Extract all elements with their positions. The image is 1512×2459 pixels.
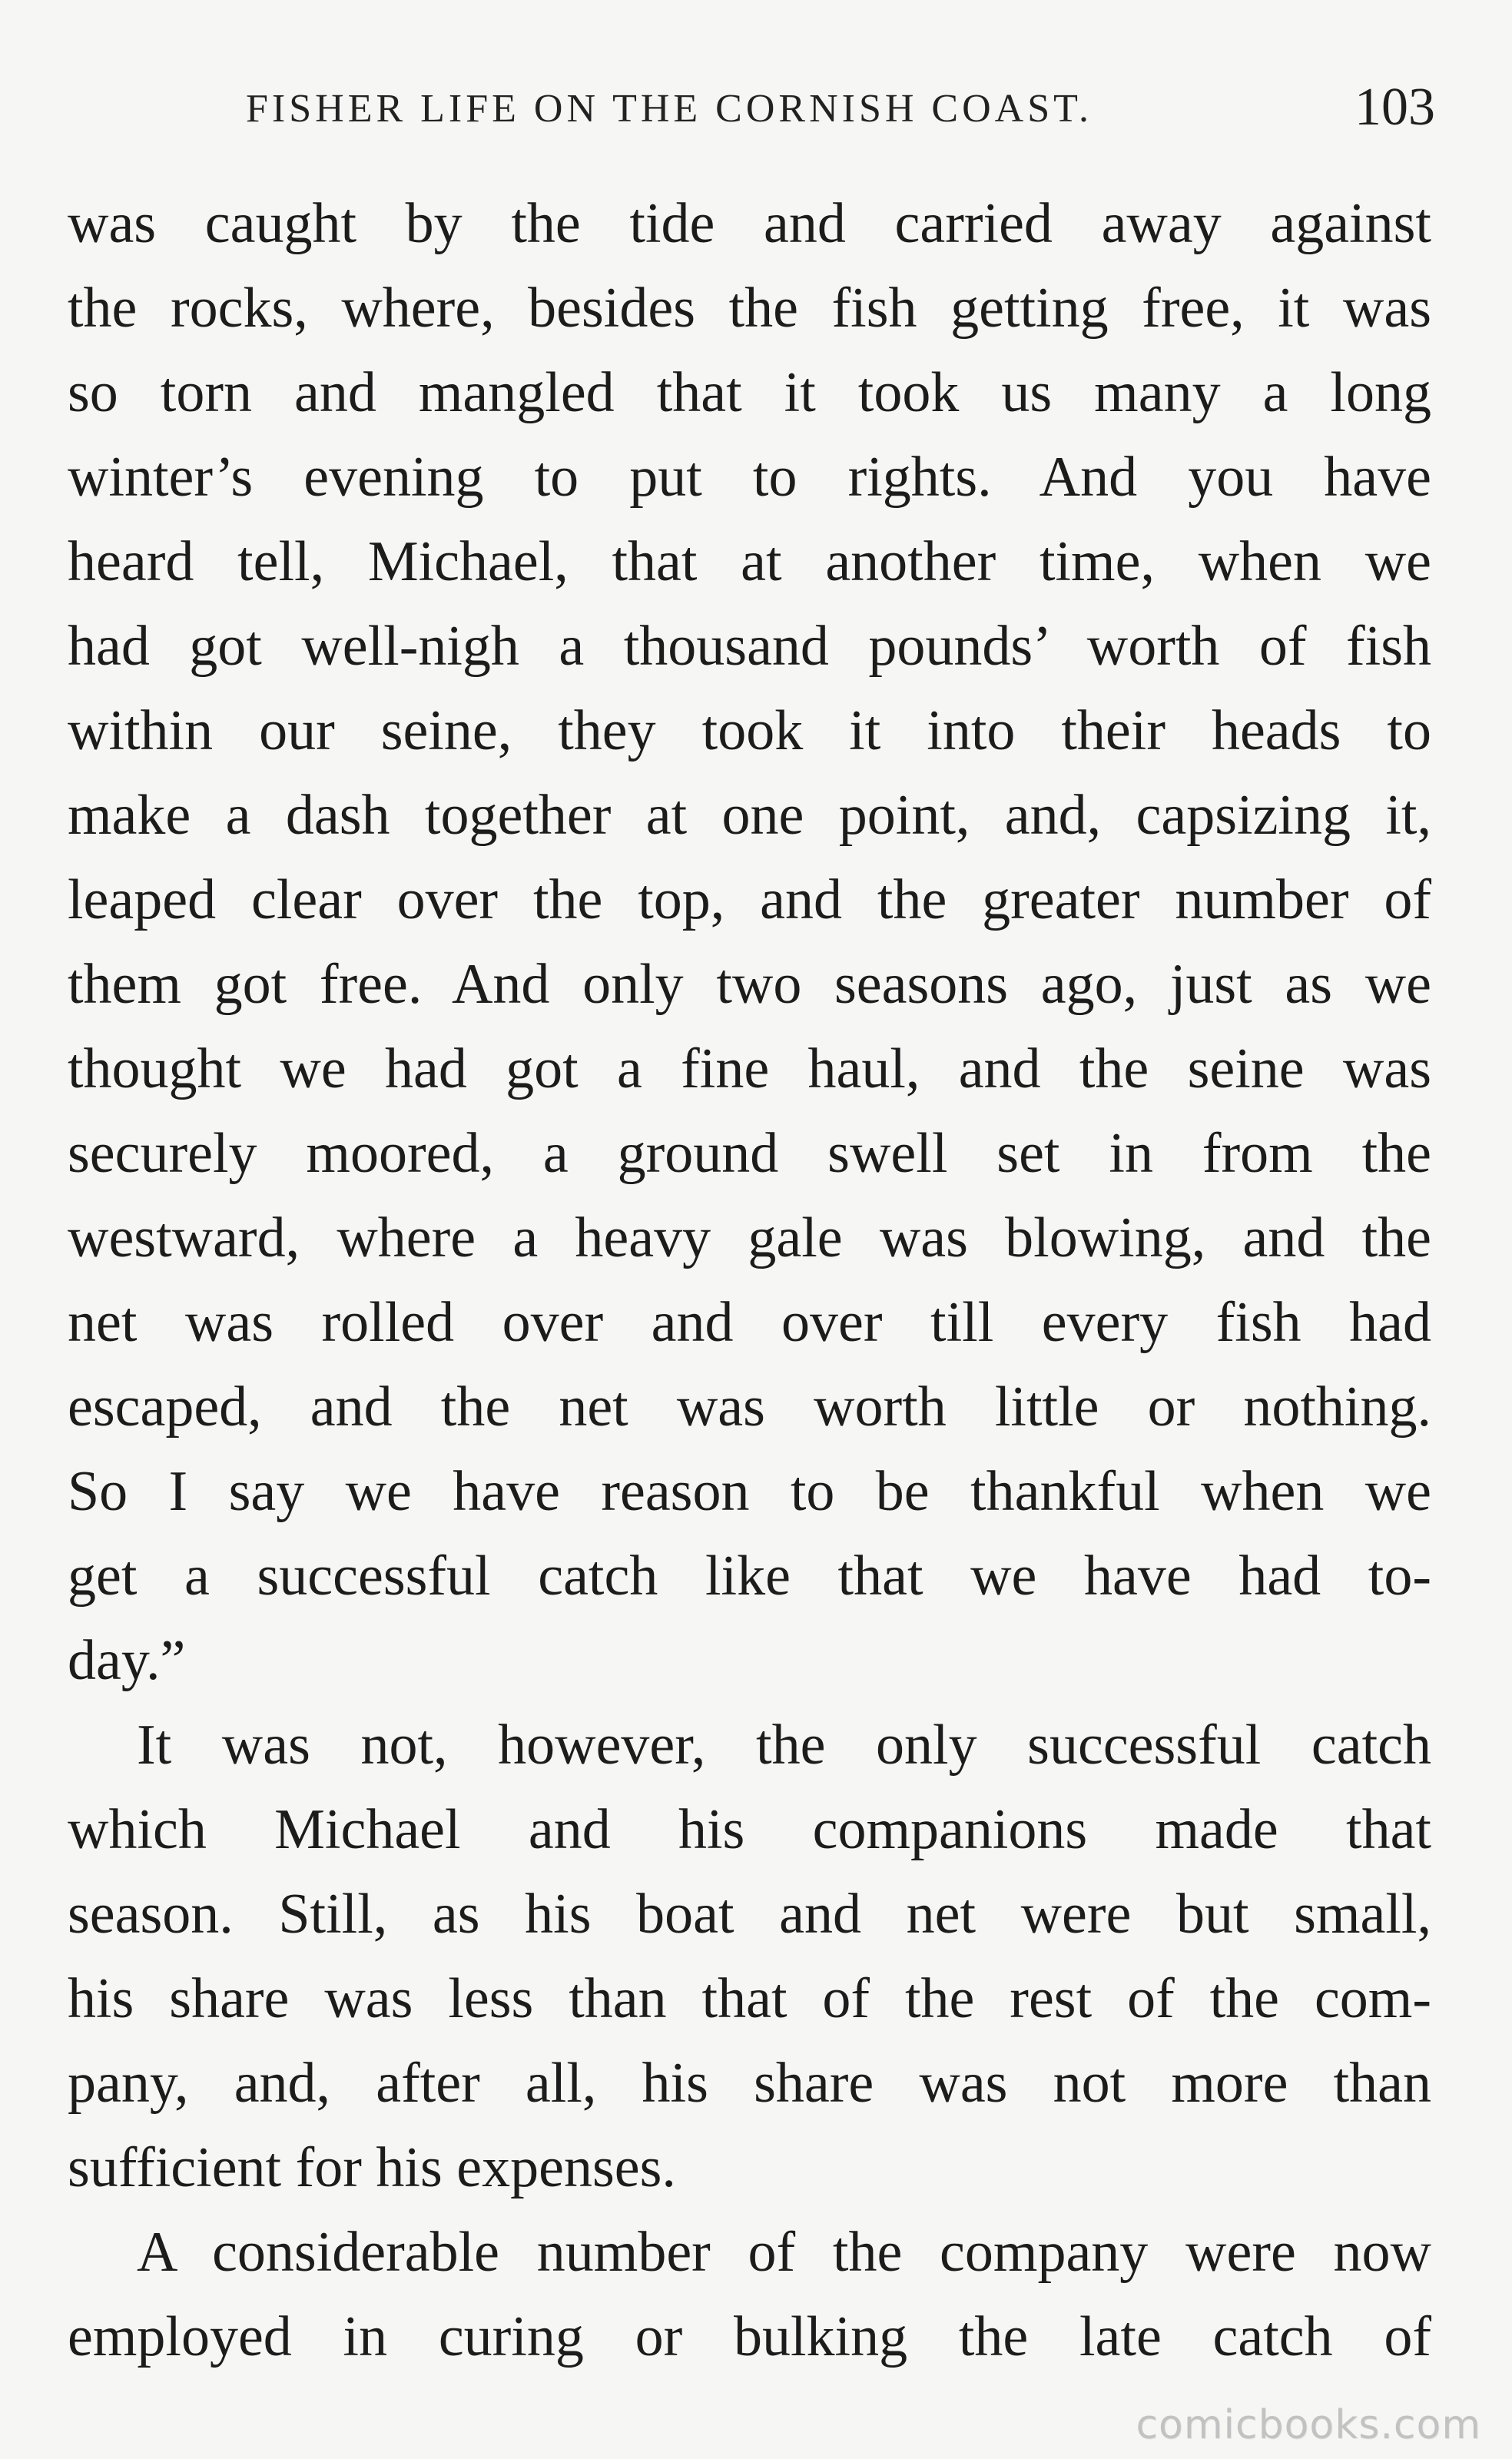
- text-line: them got free. And only two seasons ago, just as we: [68, 953, 1431, 1016]
- text-line: leaped clear over the top, and the greater number of: [68, 868, 1431, 931]
- text-line: A considerable number of the company were now: [137, 2221, 1431, 2284]
- running-title: FISHER LIFE ON THE CORNISH COAST.: [246, 87, 1093, 131]
- text-line: sufficient for his expenses.: [68, 2136, 676, 2199]
- text-line: was caught by the tide and carried away against: [68, 192, 1431, 255]
- text-line: securely moored, a ground swell set in from the: [68, 1122, 1431, 1185]
- text-line: his share was less than that of the rest of the com-: [68, 1967, 1431, 2030]
- text-line: escaped, and the net was worth little or nothing.: [68, 1376, 1431, 1439]
- text-line: had got well-nigh a thousand pounds’ worth of fish: [68, 615, 1431, 678]
- text-line: So I say we have reason to be thankful when we: [68, 1460, 1431, 1523]
- text-line: thought we had got a fine haul, and the seine was: [68, 1037, 1431, 1100]
- text-line: net was rolled over and over till every fish had: [68, 1291, 1431, 1354]
- text-line: day.”: [68, 1629, 186, 1692]
- text-line: which Michael and his companions made that: [68, 1798, 1431, 1861]
- body-text: [68, 181, 1431, 2379]
- text-line: westward, where a heavy gale was blowing, and the: [68, 1206, 1431, 1269]
- page-number: 103: [1354, 78, 1435, 137]
- text-line: employed in curing or bulking the late catch of: [68, 2305, 1431, 2368]
- watermark: comicbooks.com: [1136, 2402, 1481, 2448]
- running-head: [184, 77, 1435, 138]
- text-line: season. Still, as his boat and net were but small,: [68, 1883, 1431, 1946]
- text-line: heard tell, Michael, that at another time, when we: [68, 530, 1431, 593]
- text-line: make a dash together at one point, and, capsizing it,: [68, 784, 1431, 847]
- text-line: winter’s evening to put to rights. And you have: [68, 446, 1431, 509]
- text-line: pany, and, after all, his share was not more than: [68, 2052, 1431, 2115]
- text-line: within our seine, they took it into their heads to: [68, 699, 1431, 762]
- text-line: get a successful catch like that we have had to-: [68, 1545, 1431, 1608]
- text-line: It was not, however, the only successful catch: [137, 1714, 1431, 1777]
- text-line: so torn and mangled that it took us many a long: [68, 361, 1431, 424]
- text-line: the rocks, where, besides the fish getting free, it was: [68, 277, 1431, 340]
